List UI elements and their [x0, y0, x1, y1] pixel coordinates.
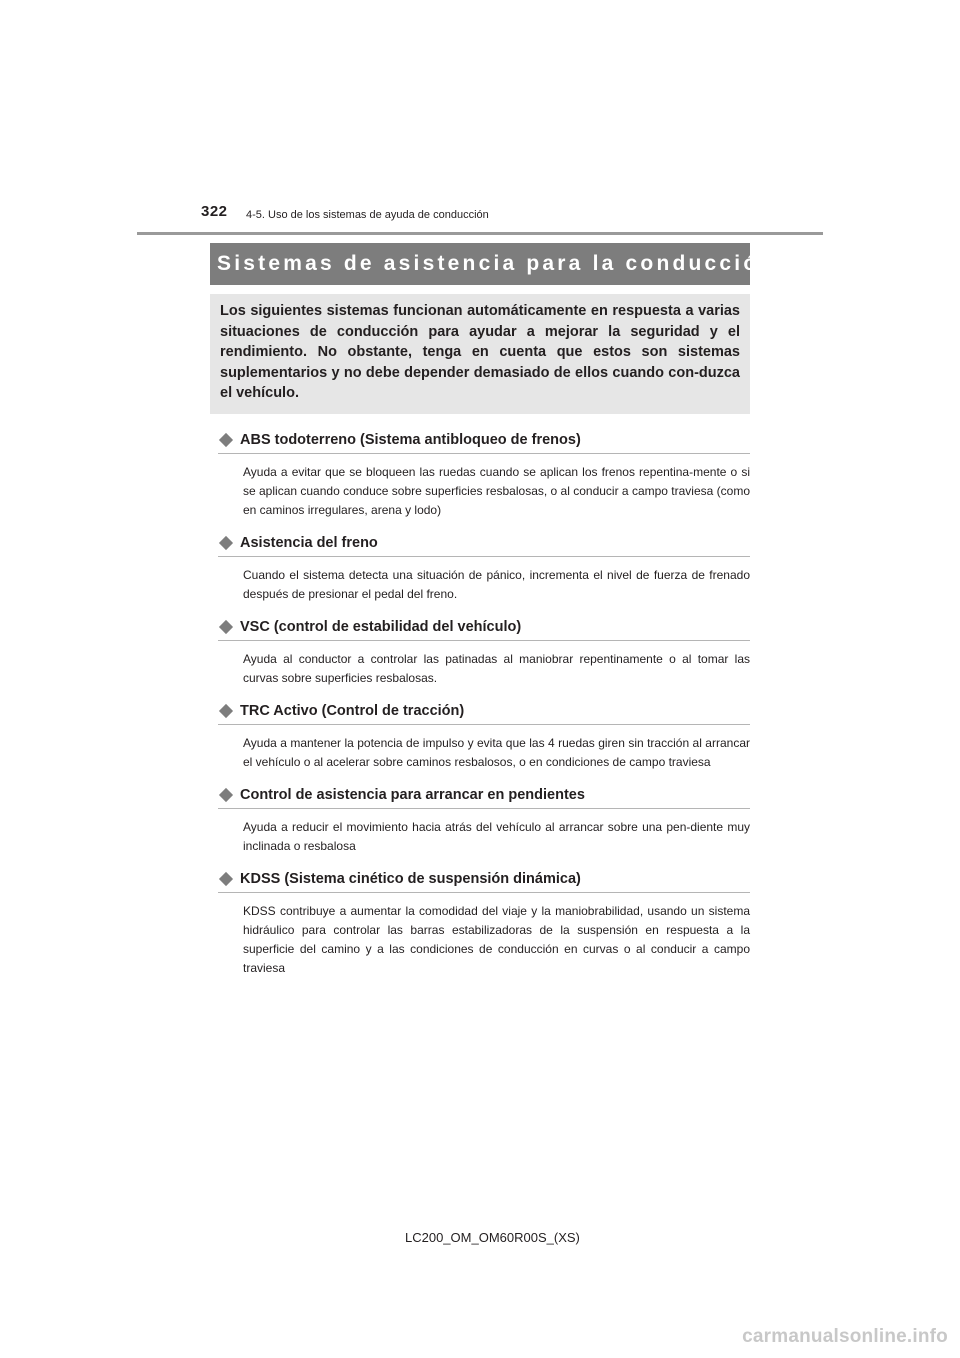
feature-description: Ayuda a evitar que se bloqueen las ruedas cuando se aplican los frenos repentina-mente o si se aplican cuando conduce sobre superficies resbalosas, o al conducir a campo traviesa (como en caminos irregulares, arena y lodo) — [243, 465, 750, 517]
feature-list — [218, 430, 750, 991]
feature-description: Cuando el sistema detecta una situación de pánico, incrementa el nivel de fuerza de frenado después de presionar el pedal del freno. — [243, 568, 750, 601]
footer-code: LC200_OM_OM60R00S_(XS) — [405, 1230, 580, 1245]
feature-heading — [218, 430, 750, 454]
feature-description: Ayuda a mantener la potencia de impulso y evita que las 4 ruedas giren sin tracción al arrancar el vehículo o al acelerar sobre caminos resbalosos, o en condiciones de campo traviesa — [243, 736, 750, 769]
feature-title: KDSS (Sistema cinético de suspensión dinámica) — [240, 871, 581, 887]
feature-kdss — [218, 869, 750, 978]
feature-title: Control de asistencia para arrancar en pendientes — [240, 787, 585, 803]
watermark: carmanualsonline.info — [742, 1326, 948, 1347]
diamond-icon — [219, 872, 233, 886]
feature-title: Asistencia del freno — [240, 535, 378, 551]
feature-heading — [218, 617, 750, 641]
diamond-icon — [219, 620, 233, 634]
feature-heading — [218, 869, 750, 893]
intro-box — [210, 294, 750, 414]
diamond-icon — [219, 536, 233, 550]
feature-vsc — [218, 617, 750, 688]
diamond-icon — [219, 704, 233, 718]
feature-title: ABS todoterreno (Sistema antibloqueo de frenos) — [240, 432, 581, 448]
diamond-icon — [219, 433, 233, 447]
feature-heading — [218, 533, 750, 557]
feature-trc — [218, 701, 750, 772]
header-rule — [137, 232, 823, 235]
feature-abs — [218, 430, 750, 520]
feature-heading — [218, 785, 750, 809]
feature-hill-start — [218, 785, 750, 856]
feature-title: VSC (control de estabilidad del vehículo) — [240, 619, 522, 635]
page-title: Sistemas de asistencia para la conducción — [217, 252, 776, 275]
intro-text: Los siguientes sistemas funcionan automáticamente en respuesta a varias situaciones de conducción para ayudar a mejorar la seguridad y el rendimiento. No obstante, tenga en cuenta que estos son sistemas suplementarios y no debe depender demasiado de ellos cuando con-duzca el vehículo. — [220, 303, 740, 401]
feature-description: Ayuda al conductor a controlar las patinadas al maniobrar repentinamente o al tomar las curvas sobre superficies resbalosas. — [243, 652, 750, 685]
title-banner — [210, 243, 776, 285]
diamond-icon — [219, 788, 233, 802]
section-label: 4-5. Uso de los sistemas de ayuda de conducción — [246, 209, 489, 221]
feature-heading — [218, 701, 750, 725]
page-number: 322 — [201, 203, 228, 220]
feature-description: Ayuda a reducir el movimiento hacia atrás del vehículo al arrancar sobre una pen-diente muy inclinada o resbalosa — [243, 820, 750, 853]
feature-title: TRC Activo (Control de tracción) — [240, 703, 465, 719]
feature-brake-assist — [218, 533, 750, 604]
feature-description: KDSS contribuye a aumentar la comodidad del viaje y la maniobrabilidad, usando un sistema hidráulico para controlar las barras estabilizadoras de la suspensión en respuesta a la superficie del camino y a las condiciones de conducción en curvas o al conducir a campo traviesa — [243, 904, 750, 975]
